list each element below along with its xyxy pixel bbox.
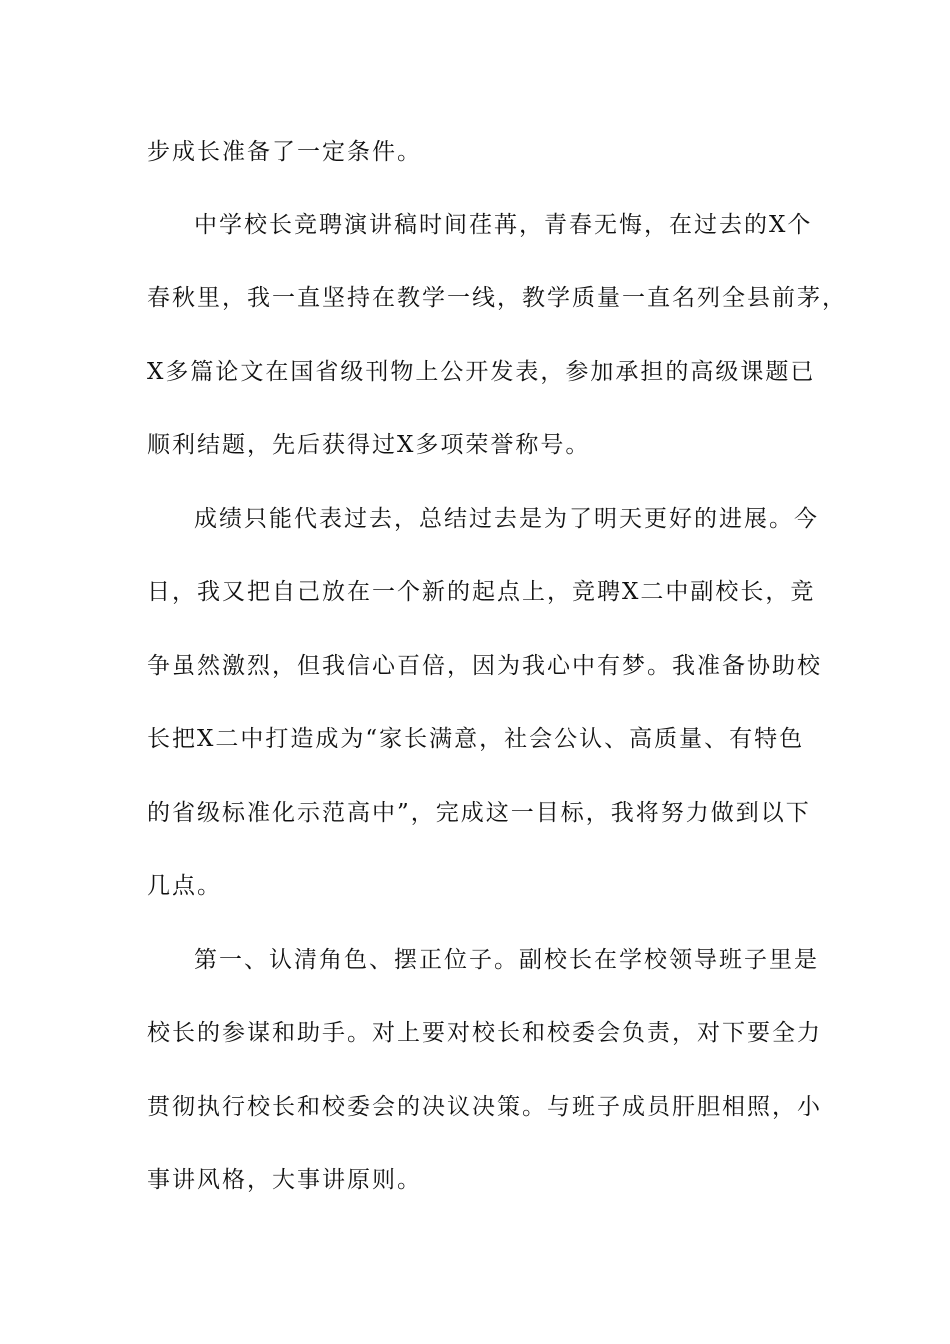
paragraph-4-line-1: 第一、认清角色、摆正位子。副校长在学校领导班子里是	[194, 947, 819, 973]
paragraph-3-line-1: 成绩只能代表过去，总结过去是为了明天更好的进展。今	[194, 506, 819, 532]
paragraph-2-line-3: X多篇论文在国省级刊物上公开发表，参加承担的高级课题已	[147, 359, 816, 385]
paragraph-3-line-6: 几点。	[147, 873, 222, 899]
paragraph-2-line-4: 顺利结题，先后获得过X多项荣誉称号。	[147, 432, 591, 458]
paragraph-4-line-4: 事讲风格，大事讲原则。	[147, 1167, 422, 1193]
paragraph-3-line-4: 长把X二中打造成为“家长满意，社会公认、高质量、有特色	[147, 726, 805, 752]
paragraph-2-line-2: 春秋里，我一直坚持在教学一线，教学质量一直名列全县前茅，	[147, 285, 847, 311]
paragraph-2-line-1: 中学校长竞聘演讲稿时间荏苒，青春无悔，在过去的X个	[194, 212, 813, 238]
paragraph-3-line-5: 的省级标准化示范高中”，完成这一目标，我将努力做到以下	[147, 800, 811, 826]
text-line-1: 步成长准备了一定条件。	[147, 139, 422, 165]
paragraph-3-line-3: 争虽然激烈，但我信心百倍，因为我心中有梦。我准备协助校	[147, 653, 822, 679]
paragraph-4-line-3: 贯彻执行校长和校委会的决议决策。与班子成员肝胆相照，小	[147, 1094, 822, 1120]
paragraph-4-line-2: 校长的参谋和助手。对上要对校长和校委会负责，对下要全力	[147, 1020, 822, 1046]
paragraph-3-line-2: 日，我又把自己放在一个新的起点上，竞聘X二中副校长，竞	[147, 579, 816, 605]
